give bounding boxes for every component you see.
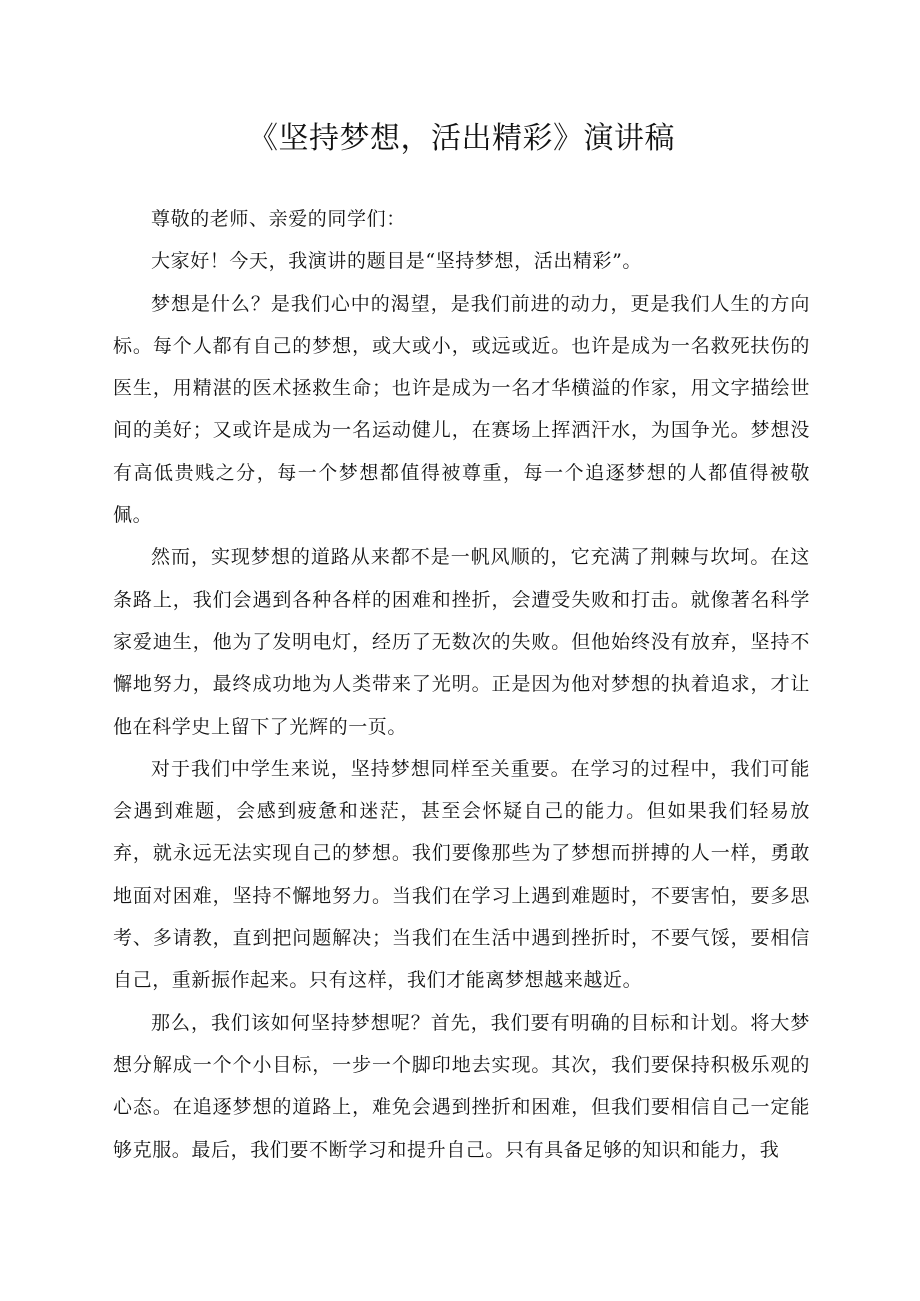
- body-paragraph-hardship: 然而，实现梦想的道路从来都不是一帆风顺的，它充满了荆棘与坎坷。在这条路上，我们会遇到各种各样的困难和挫折，会遭受失败和打击。就像著名科学家爱迪生，他为了发明电灯，经历了无数次的失败。但他始终没有放弃，坚持不懈地努力，最终成功地为人类带来了光明。正是因为他对梦想的执着追求，才让他在科学史上留下了光辉的一页。: [113, 546, 810, 738]
- salutation-paragraph: 尊敬的老师、亲爱的同学们：: [151, 208, 406, 230]
- body-paragraph-students: 对于我们中学生来说，坚持梦想同样至关重要。在学习的过程中，我们可能会遇到难题，会感到疲惫和迷茫，甚至会怀疑自己的能力。但如果我们轻易放弃，就永远无法实现自己的梦想。我们要像那些为了梦想而拼搏的人一样，勇敢地面对困难，坚持不懈地努力。当我们在学习上遇到难题时，不要害怕，要多思考、多请教，直到把问题解决；当我们在生活中遇到挫折时，不要气馁，要相信自己，重新振作起来。只有这样，我们才能离梦想越来越近。: [113, 757, 810, 992]
- greeting-paragraph: 大家好！今天，我演讲的题目是“坚持梦想，活出精彩”。: [151, 250, 643, 273]
- body-paragraph-how-to: 那么，我们该如何坚持梦想呢？首先，我们要有明确的目标和计划。将大梦想分解成一个个小目标，一步一个脚印地去实现。其次，我们要保持积极乐观的心态。在追逐梦想的道路上，难免会遇到挫折和困难，但我们要相信自己一定能够克服。最后，我们要不断学习和提升自己。只有具备足够的知识和能力，我: [113, 1011, 810, 1161]
- document-title: 《坚持梦想，活出精彩》演讲稿: [248, 121, 675, 156]
- body-paragraph-dream-definition: 梦想是什么？是我们心中的渴望，是我们前进的动力，更是我们人生的方向标。每个人都有自己的梦想，或大或小，或远或近。也许是成为一名救死扶伤的医生，用精湛的医术拯救生命；也许是成为一名才华横溢的作家，用文字描绘世间的美好；又或许是成为一名运动健儿，在赛场上挥洒汗水，为国争光。梦想没有高低贵贱之分，每一个梦想都值得被尊重，每一个追逐梦想的人都值得被敬佩。: [113, 292, 810, 527]
- document-body: [113, 198, 810, 1171]
